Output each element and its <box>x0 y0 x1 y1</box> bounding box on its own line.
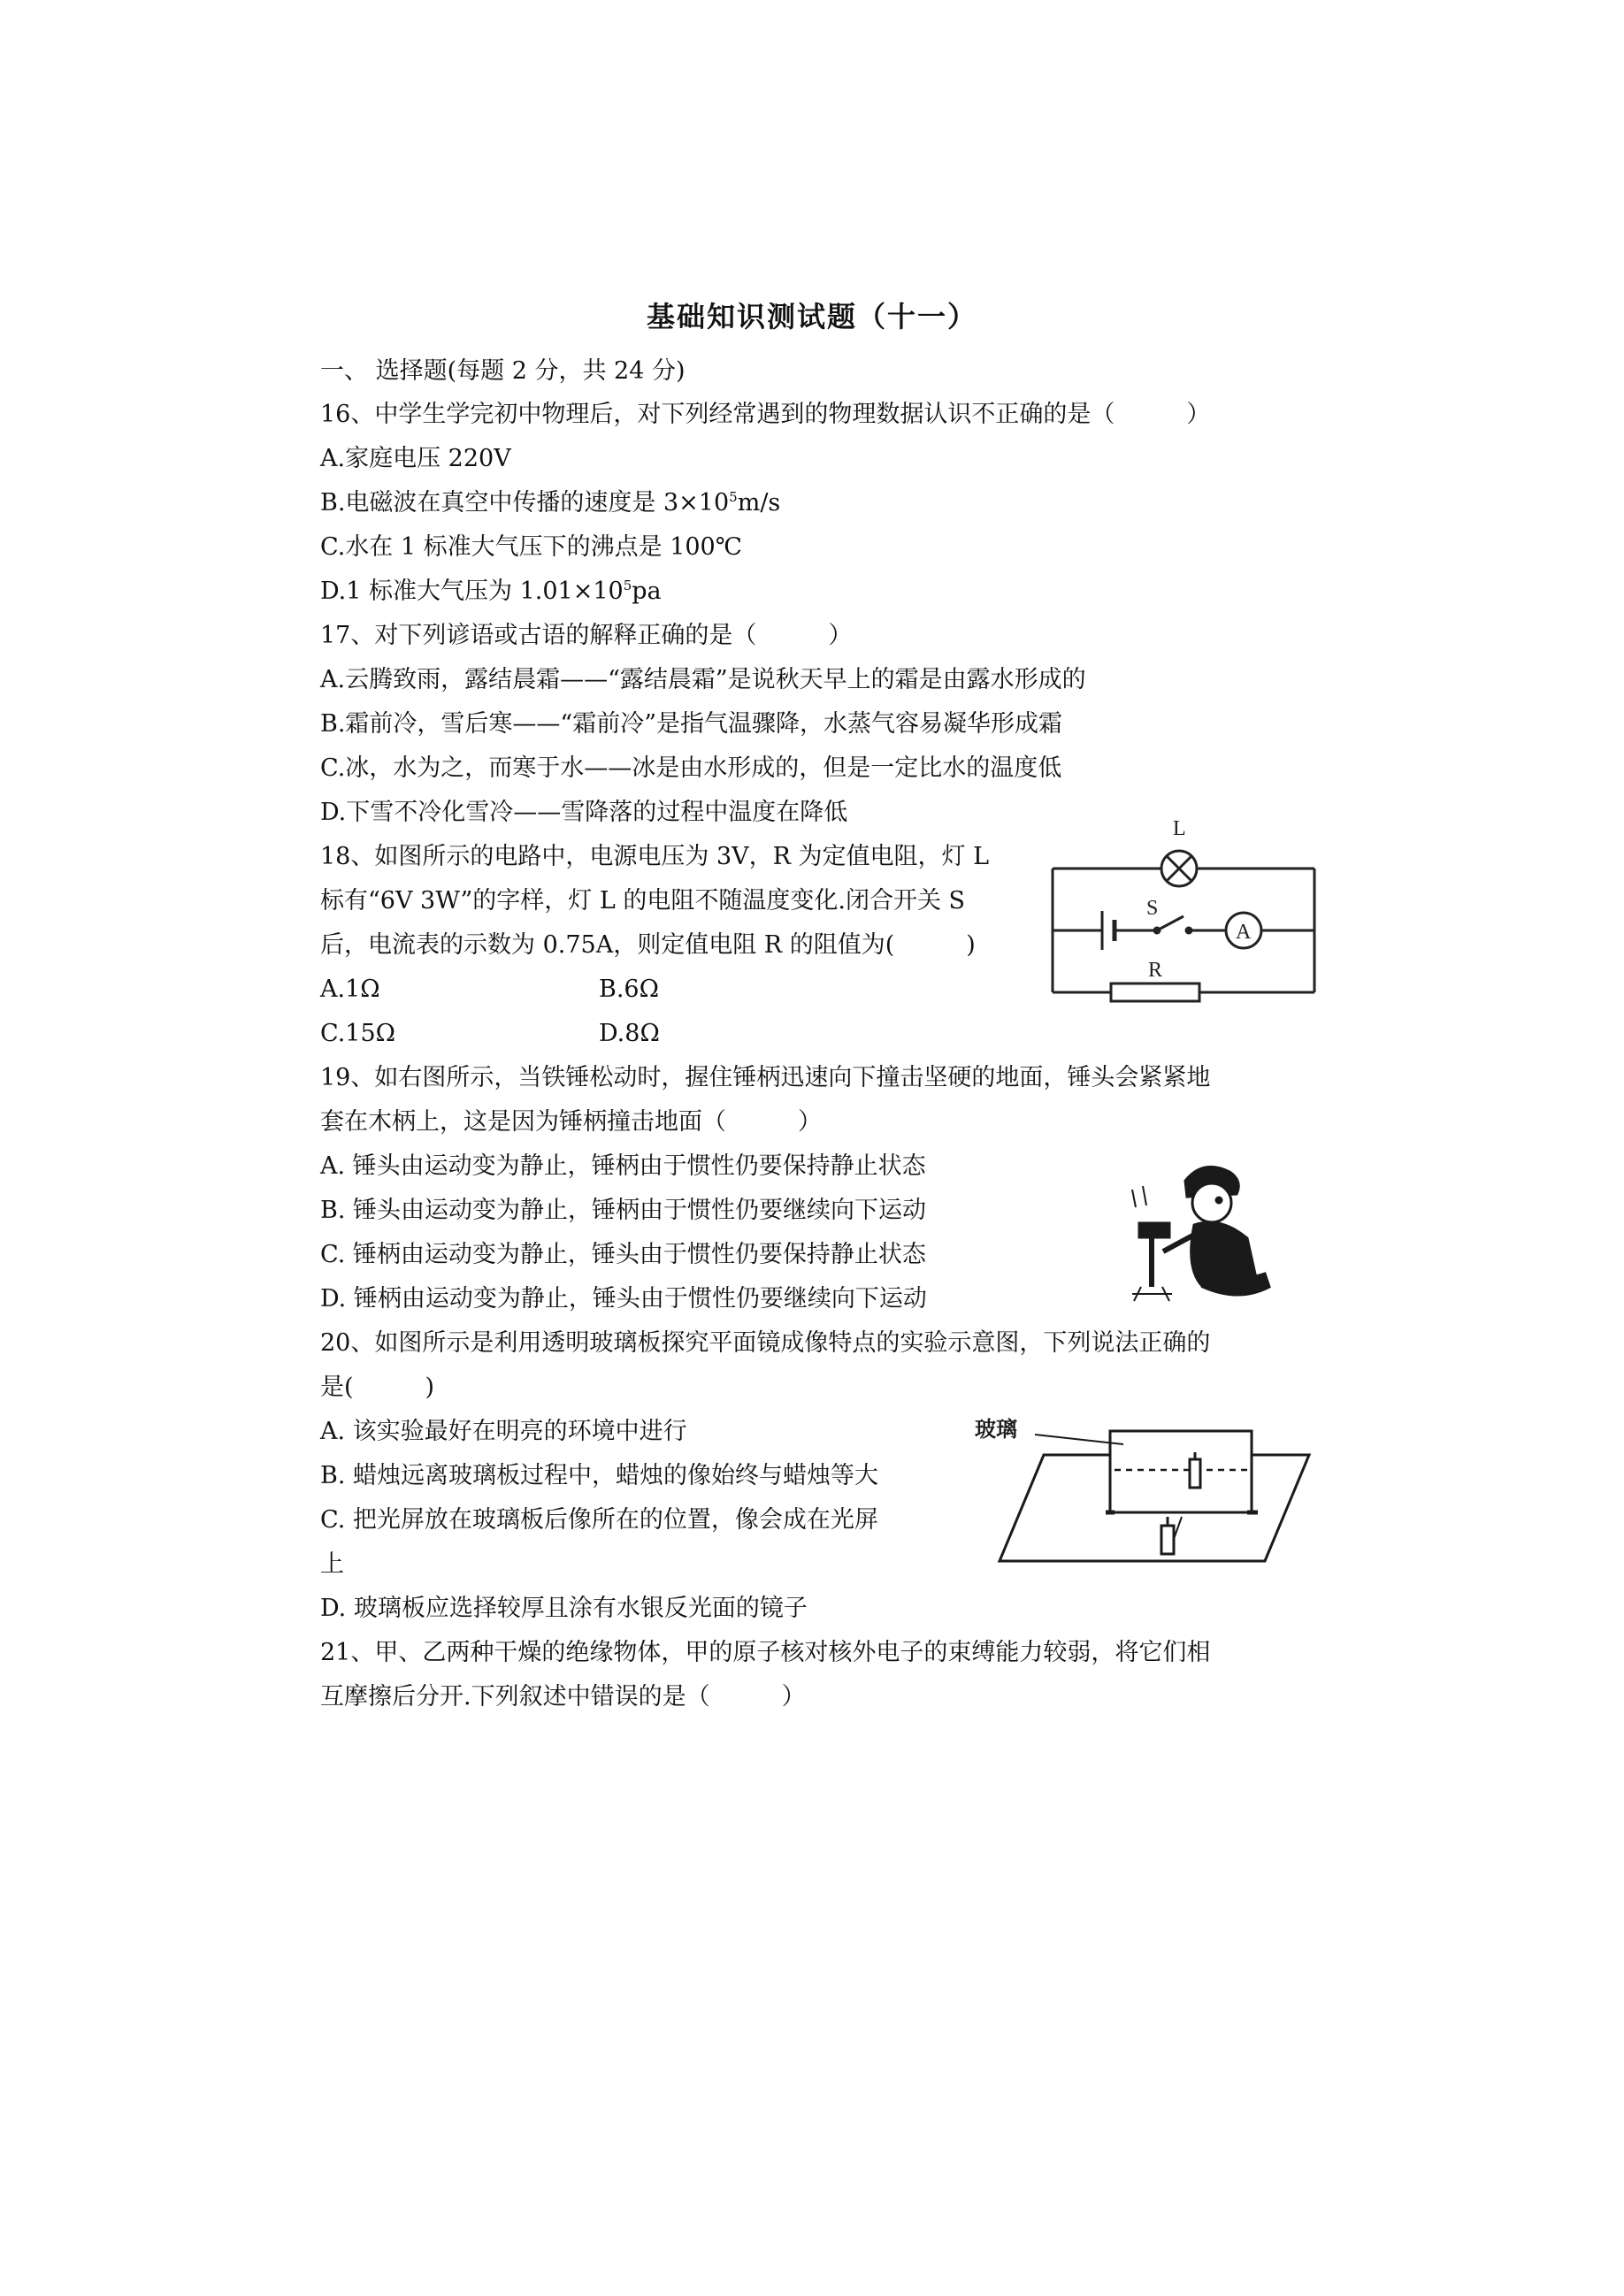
q21-stem-line2: 互摩擦后分开.下列叙述中错误的是（ ） <box>320 1683 806 1711</box>
q19-stem-line2: 套在木柄上，这是因为锤柄撞击地面（ ） <box>320 1108 822 1136</box>
q19-option-b: B. 锤头由运动变为静止，锤柄由于惯性仍要继续向下运动 <box>320 1197 927 1224</box>
hammer-illustration <box>1123 1154 1283 1305</box>
q18-options-ab <box>320 975 659 1005</box>
q19-option-c: C. 锤柄由运动变为静止，锤头由于惯性仍要保持静止状态 <box>320 1241 926 1268</box>
q16-b-unit: m/s <box>737 489 781 517</box>
q20-option-d: D. 玻璃板应选择较厚且涂有水银反光面的镜子 <box>320 1595 808 1622</box>
q17-stem: 17、对下列谚语或古语的解释正确的是（ ） <box>320 622 853 649</box>
q19-option-d: D. 锤柄由运动变为静止，锤头由于惯性仍要继续向下运动 <box>320 1285 927 1313</box>
q20-option-c-line2: 上 <box>320 1550 344 1578</box>
q18-option-d: D.8Ω <box>599 1020 660 1047</box>
q16-option-b <box>320 488 780 518</box>
q16-option-d <box>320 577 662 607</box>
switch-label: S <box>1146 897 1159 920</box>
q20-option-c-line1: C. 把光屏放在玻璃板后像所在的位置，像会成在光屏 <box>320 1506 878 1534</box>
q16-d-text: D.1 标准大气压为 1.01×10 <box>320 578 624 605</box>
q19-stem-line1: 19、如右图所示，当铁锤松动时，握住锤柄迅速向下撞击坚硬的地面，锤头会紧紧地 <box>320 1064 1211 1091</box>
page-title: 基础知识测试题（十一） <box>646 300 977 333</box>
glass-label: 玻璃 <box>975 1417 1017 1442</box>
q18-stem-line1: 18、如图所示的电路中，电源电压为 3V，R 为定值电阻，灯 L <box>320 843 990 870</box>
q18-options-cd <box>320 1019 660 1049</box>
ammeter-label: A <box>1236 921 1252 944</box>
q18-option-c: C.15Ω <box>320 1020 396 1047</box>
q20-stem-line2: 是( ) <box>320 1374 435 1401</box>
q17-option-a: A.云腾致雨，露结晨霜——“露结晨霜”是说秋天早上的霜是由露水形成的 <box>320 666 1086 693</box>
q18-option-b: B.6Ω <box>599 976 659 1003</box>
q18-option-a: A.1Ω <box>320 976 380 1003</box>
q18-stem-line2: 标有“6V 3W”的字样，灯 L 的电阻不随温度变化.闭合开关 S <box>320 887 966 915</box>
q16-option-a: A.家庭电压 220V <box>320 445 511 472</box>
q16-b-exponent: 5 <box>729 489 738 505</box>
q16-b-text: B.电磁波在真空中传播的速度是 3×10 <box>320 489 730 517</box>
q20-option-a: A. 该实验最好在明亮的环境中进行 <box>320 1418 687 1445</box>
lamp-label: L <box>1173 817 1186 840</box>
q20-option-b: B. 蜡烛远离玻璃板过程中，蜡烛的像始终与蜡烛等大 <box>320 1462 879 1489</box>
q16-option-c: C.水在 1 标准大气压下的沸点是 100℃ <box>320 533 742 561</box>
q16-d-unit: pa <box>632 578 662 605</box>
glass-plate-diagram <box>973 1415 1318 1570</box>
q21-stem-line1: 21、甲、乙两种干燥的绝缘物体，甲的原子核对核外电子的束缚能力较弱，将它们相 <box>320 1639 1211 1666</box>
q17-option-b: B.霜前冷，雪后寒——“霜前冷”是指气温骤降，水蒸气容易凝华形成霜 <box>320 710 1063 738</box>
q17-option-c: C.冰，水为之，而寒于水——冰是由水形成的，但是一定比水的温度低 <box>320 754 1062 782</box>
q16-d-exponent: 5 <box>623 578 632 593</box>
q19-option-a: A. 锤头由运动变为静止，锤柄由于惯性仍要保持静止状态 <box>320 1152 926 1180</box>
q20-stem-line1: 20、如图所示是利用透明玻璃板探究平面镜成像特点的实验示意图，下列说法正确的 <box>320 1329 1211 1357</box>
q16-stem: 16、中学生学完初中物理后，对下列经常遇到的物理数据认识不正确的是（ ） <box>320 401 1211 428</box>
q18-stem-line3: 后，电流表的示数为 0.75A，则定值电阻 R 的阻值为( ) <box>320 931 976 959</box>
resistor-label: R <box>1148 959 1163 982</box>
section-heading: 一、 选择题(每题 2 分，共 24 分) <box>320 357 686 385</box>
circuit-diagram <box>1042 807 1325 1010</box>
q17-option-d: D.下雪不冷化雪冷——雪降落的过程中温度在降低 <box>320 799 848 826</box>
